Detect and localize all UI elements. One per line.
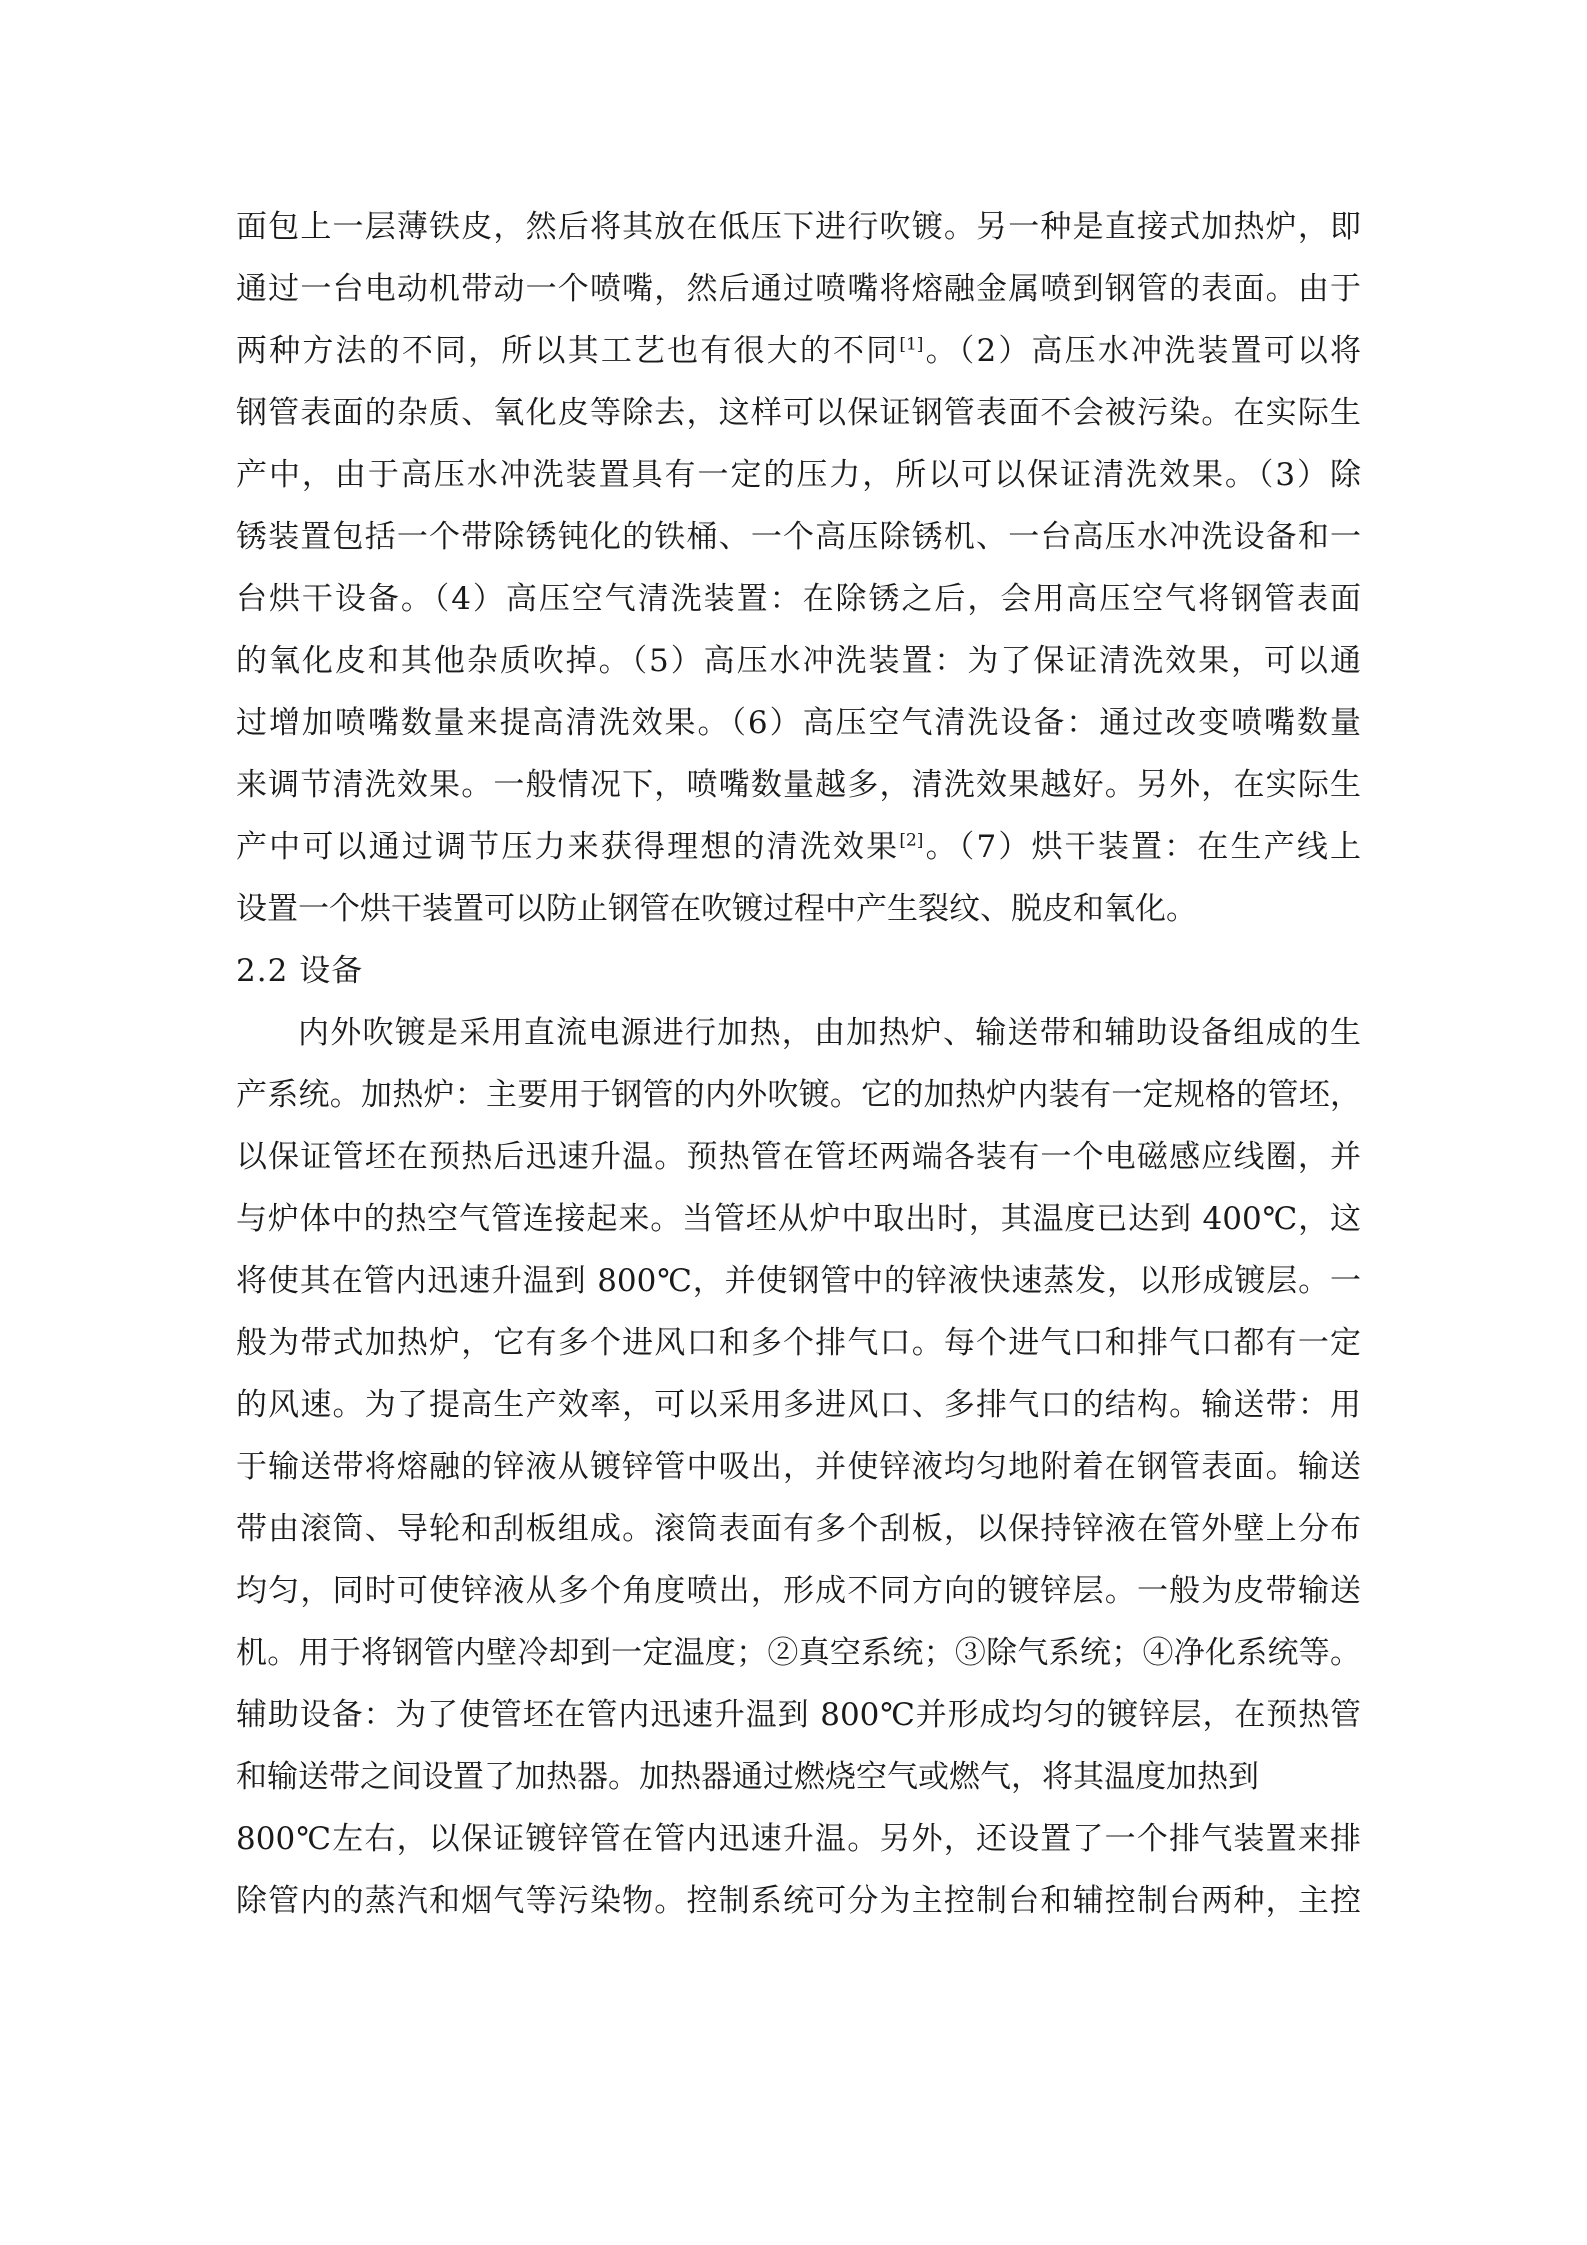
text-line: 的氧化皮和其他杂质吹掉。（5）高压水冲洗装置：为了保证清洗效果，可以通 [236, 643, 1361, 679]
footnote-reference: [2] [899, 830, 924, 851]
text-line: 与炉体中的热空气管连接起来。当管坯从炉中取出时，其温度已达到 400℃，这 [236, 1201, 1361, 1237]
text-line: 过增加喷嘴数量来提高清洗效果。（6）高压空气清洗设备：通过改变喷嘴数量 [236, 705, 1361, 741]
text-line: 的风速。为了提高生产效率，可以采用多进风口、多排气口的结构。输送带：用 [236, 1387, 1361, 1423]
text-line: 于输送带将熔融的锌液从镀锌管中吸出，并使锌液均匀地附着在钢管表面。输送 [236, 1449, 1361, 1485]
text-line: 以保证管坯在预热后迅速升温。预热管在管坯两端各装有一个电磁感应线圈，并 [236, 1139, 1361, 1175]
text-line: 两种方法的不同，所以其工艺也有很大的不同[1]。（2）高压水冲洗装置可以将 [236, 333, 1361, 369]
text-line: 设置一个烘干装置可以防止钢管在吹镀过程中产生裂纹、脱皮和氧化。 [236, 891, 1197, 927]
text-line: 均匀，同时可使锌液从多个角度喷出，形成不同方向的镀锌层。一般为皮带输送 [236, 1573, 1361, 1609]
footnote-reference: [1] [899, 334, 924, 355]
text-line: 辅助设备：为了使管坯在管内迅速升温到 800℃并形成均匀的镀锌层，在预热管 [236, 1697, 1361, 1733]
text-line: 台烘干设备。（4）高压空气清洗装置：在除锈之后，会用高压空气将钢管表面 [236, 581, 1361, 617]
text-line: 通过一台电动机带动一个喷嘴，然后通过喷嘴将熔融金属喷到钢管的表面。由于 [236, 271, 1361, 307]
text-line: 800℃左右，以保证镀锌管在管内迅速升温。另外，还设置了一个排气装置来排 [236, 1821, 1361, 1857]
text-line: 来调节清洗效果。一般情况下，喷嘴数量越多，清洗效果越好。另外，在实际生 [236, 767, 1361, 803]
text-line: 钢管表面的杂质、氧化皮等除去，这样可以保证钢管表面不会被污染。在实际生 [236, 395, 1361, 431]
text-line: 除管内的蒸汽和烟气等污染物。控制系统可分为主控制台和辅控制台两种，主控 [236, 1883, 1361, 1919]
text-line: 产中可以通过调节压力来获得理想的清洗效果[2]。（7）烘干装置：在生产线上 [236, 829, 1361, 865]
text-line: 带由滚筒、导轮和刮板组成。滚筒表面有多个刮板，以保持锌液在管外壁上分布 [236, 1511, 1361, 1547]
section-heading: 2.2 设备 [236, 953, 364, 989]
text-line: 内外吹镀是采用直流电源进行加热，由加热炉、输送带和辅助设备组成的生 [298, 1015, 1361, 1051]
text-line: 将使其在管内迅速升温到 800℃，并使钢管中的锌液快速蒸发，以形成镀层。一 [236, 1263, 1361, 1299]
text-line: 面包上一层薄铁皮，然后将其放在低压下进行吹镀。另一种是直接式加热炉，即 [236, 209, 1361, 245]
document-body [236, 196, 1361, 1932]
text-line: 锈装置包括一个带除锈钝化的铁桶、一个高压除锈机、一台高压水冲洗设备和一 [236, 519, 1361, 555]
text-line: 产中，由于高压水冲洗装置具有一定的压力，所以可以保证清洗效果。（3）除 [236, 457, 1361, 493]
text-line: 般为带式加热炉，它有多个进风口和多个排气口。每个进气口和排气口都有一定 [236, 1325, 1361, 1361]
text-line: 机。用于将钢管内壁冷却到一定温度；②真空系统；③除气系统；④净化系统等。 [236, 1635, 1361, 1671]
text-line: 和输送带之间设置了加热器。加热器通过燃烧空气或燃气，将其温度加热到 [236, 1759, 1259, 1795]
text-line: 产系统。加热炉：主要用于钢管的内外吹镀。它的加热炉内装有一定规格的管坯， [236, 1077, 1361, 1113]
